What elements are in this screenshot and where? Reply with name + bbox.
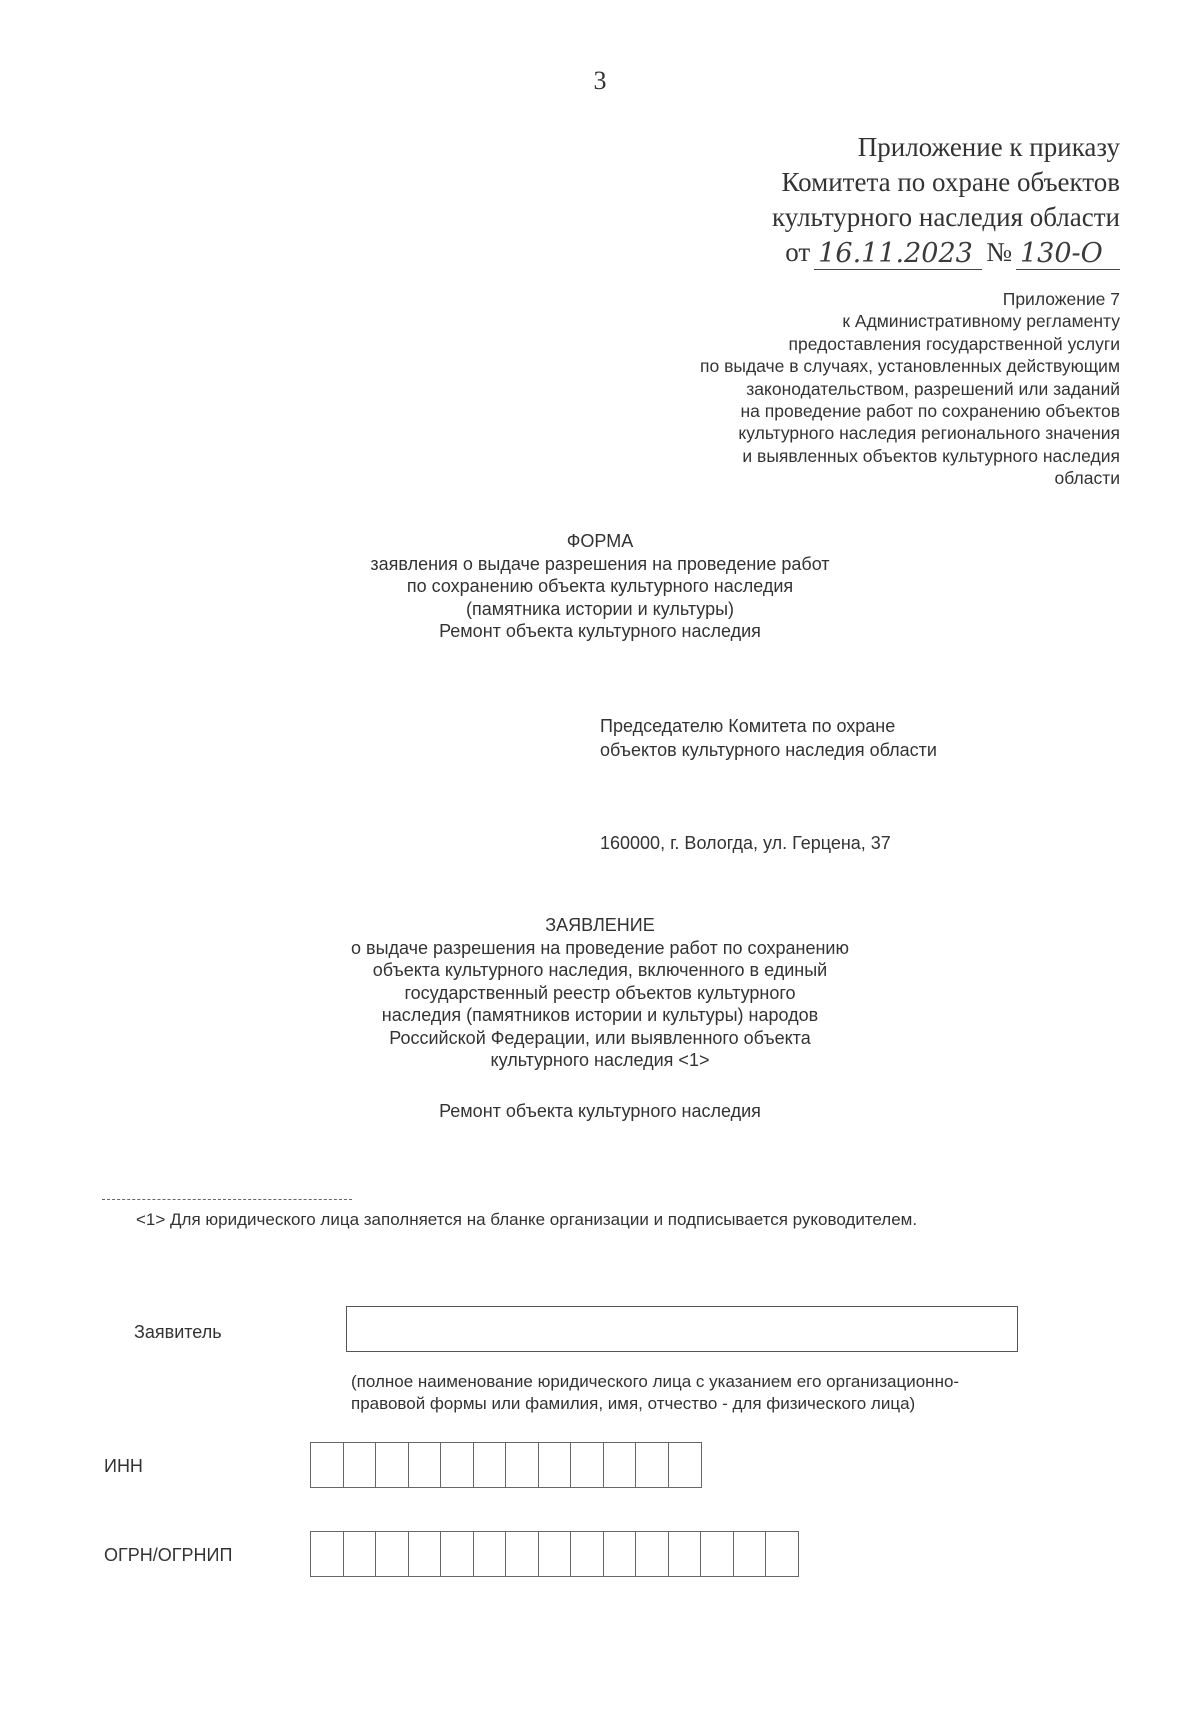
appendix-7-line: к Административному регламенту (842, 311, 1120, 332)
inn-digit-cell[interactable] (635, 1442, 669, 1488)
ogrn-digit-cell[interactable] (375, 1531, 409, 1577)
inn-digit-cell[interactable] (408, 1442, 442, 1488)
ogrn-digit-cell[interactable] (473, 1531, 507, 1577)
order-line-2: Комитета по охране объектов (781, 167, 1120, 197)
statement-line: о выдаче разрешения на проведение работ по сохранению (351, 937, 849, 958)
form-heading-line: Ремонт объекта культурного наследия (439, 621, 761, 641)
inn-digit-cell[interactable] (343, 1442, 377, 1488)
order-reference (772, 130, 1120, 270)
ogrn-digit-cell[interactable] (635, 1531, 669, 1577)
statement-line: наследия (памятников истории и культуры) народов (381, 1005, 819, 1025)
ogrn-digit-cell[interactable] (668, 1531, 702, 1577)
form-heading-line: (памятника истории и культуры) (465, 598, 735, 619)
appendix-7-line: законодательством, разрешений или заданий (746, 378, 1120, 399)
appendix-7-header (560, 288, 1120, 490)
appendix-7-line: и выявленных объектов культурного наследия (742, 445, 1120, 466)
appendix-7-line: области (1054, 468, 1120, 489)
page-number: 3 (593, 66, 607, 95)
ogrn-digit-cell[interactable] (700, 1531, 734, 1577)
addressee (600, 714, 937, 762)
ogrn-digit-cell[interactable] (505, 1531, 539, 1577)
statement-title: ЗАЯВЛЕНИЕ (545, 915, 655, 935)
appendix-7-line: Приложение 7 (1002, 289, 1120, 309)
inn-label: ИНН (104, 1456, 143, 1476)
appendix-7-line: культурного наследия регионального значения (738, 423, 1120, 444)
ogrn-digit-cell[interactable] (343, 1531, 377, 1577)
inn-digit-cell[interactable] (473, 1442, 507, 1488)
appendix-7-line: на проведение работ по сохранению объектов (740, 401, 1120, 422)
inn-digit-cell[interactable] (570, 1442, 604, 1488)
form-title: ФОРМА (566, 531, 634, 551)
footnote-divider (102, 1199, 352, 1200)
ogrn-digit-cell[interactable] (570, 1531, 604, 1577)
inn-digit-cell[interactable] (505, 1442, 539, 1488)
inn-digit-cell[interactable] (538, 1442, 572, 1488)
order-date-handwritten: 16.11.2023 (814, 239, 982, 270)
form-heading-line: заявления о выдаче разрешения на проведение работ (370, 553, 830, 574)
statement-work-type: Ремонт объекта культурного наследия (439, 1101, 761, 1121)
inn-digit-cell[interactable] (375, 1442, 409, 1488)
statement-line: культурного наследия <1> (490, 1050, 710, 1070)
addressee-address: 160000, г. Вологда, ул. Герцена, 37 (600, 833, 891, 853)
form-heading (250, 530, 950, 643)
inn-digit-cell[interactable] (668, 1442, 702, 1488)
ogrn-digit-cell[interactable] (538, 1531, 572, 1577)
order-date-number (785, 235, 1120, 270)
inn-input-cells (310, 1442, 700, 1488)
statement-line: объекта культурного наследия, включенного в единый (372, 960, 828, 980)
order-date-prefix: от (785, 237, 811, 267)
footnote: <1> Для юридического лица заполняется на бланке организации и подписывается руководителем. (136, 1210, 918, 1229)
applicant-label: Заявитель (134, 1322, 222, 1342)
ogrn-digit-cell[interactable] (733, 1531, 767, 1577)
ogrn-digit-cell[interactable] (765, 1531, 799, 1577)
addressee-line-1: Председателю Комитета по охране (600, 716, 896, 736)
addressee-line-2: объектов культурного наследия области (600, 740, 937, 760)
statement-heading (250, 914, 950, 1072)
applicant-hint: (полное наименование юридического лица с указанием его организационно-правовой формы или фамилия, имя, отчество - для физического лица) (351, 1372, 960, 1413)
order-number-handwritten: 130-О (1016, 239, 1120, 270)
appendix-7-line: по выдаче в случаях, установленных действующим (700, 356, 1120, 377)
statement-line: Российской Федерации, или выявленного объекта (389, 1027, 811, 1048)
ogrn-digit-cell[interactable] (440, 1531, 474, 1577)
ogrn-digit-cell[interactable] (603, 1531, 637, 1577)
order-line-3: культурного наследия области (772, 202, 1120, 232)
statement-line: государственный реестр объектов культурного (404, 982, 796, 1003)
order-number-prefix: № (986, 237, 1012, 267)
ogrn-input-cells (310, 1531, 798, 1577)
applicant-input[interactable] (346, 1306, 1018, 1352)
inn-digit-cell[interactable] (603, 1442, 637, 1488)
order-line-1: Приложение к приказу (857, 132, 1120, 162)
appendix-7-line: предоставления государственной услуги (788, 333, 1120, 354)
form-heading-line: по сохранению объекта культурного наследия (406, 576, 794, 596)
ogrn-label: ОГРН/ОГРНИП (104, 1545, 233, 1565)
ogrn-digit-cell[interactable] (408, 1531, 442, 1577)
inn-digit-cell[interactable] (310, 1442, 344, 1488)
ogrn-digit-cell[interactable] (310, 1531, 344, 1577)
inn-digit-cell[interactable] (440, 1442, 474, 1488)
